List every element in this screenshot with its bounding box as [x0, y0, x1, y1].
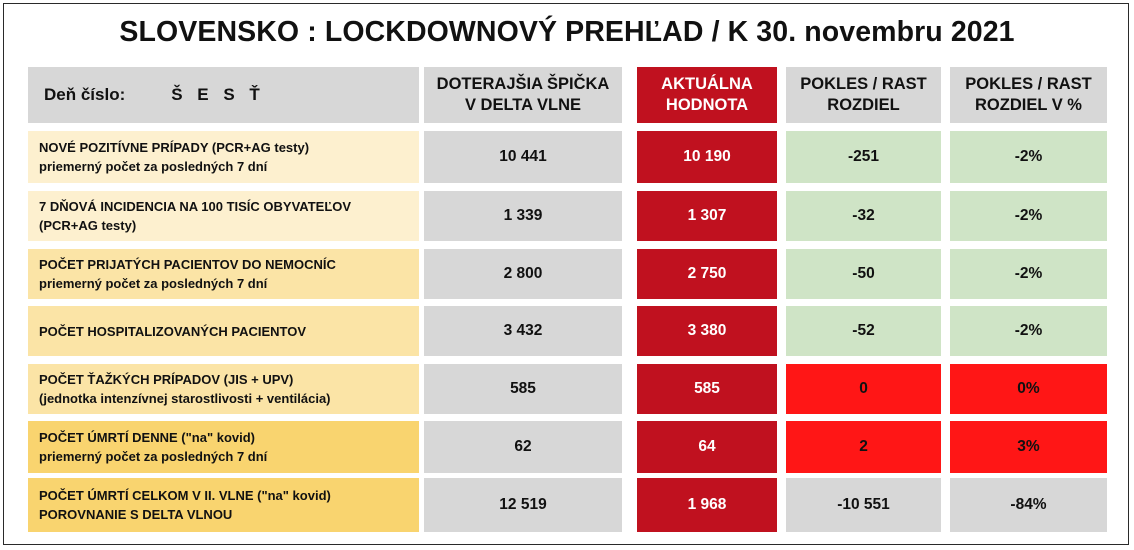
peak-value: 585 — [510, 380, 536, 397]
row-label — [28, 249, 419, 299]
diff-value: -251 — [847, 148, 880, 165]
header-pct-line1: POKLES / RAST — [965, 75, 1092, 93]
current-value-cell — [637, 306, 777, 356]
pct-value: -84% — [1010, 496, 1047, 513]
header-current-line1: AKTUÁLNA — [661, 75, 753, 93]
current-value-cell — [637, 421, 777, 473]
current-value: 1 307 — [687, 207, 727, 224]
row-label-line2: priemerný počet za posledných 7 dní — [39, 276, 268, 291]
pct-value: -2% — [1014, 265, 1043, 282]
current-value: 64 — [698, 438, 716, 455]
diff-value-cell — [786, 249, 941, 299]
peak-value: 62 — [514, 438, 532, 455]
current-value: 585 — [694, 380, 720, 397]
row-label-line2: (jednotka intenzívnej starostlivosti + ventilácia) — [39, 391, 331, 406]
peak-value: 3 432 — [503, 322, 543, 339]
day-number-header — [28, 67, 419, 123]
diff-value: 2 — [859, 438, 868, 455]
pct-value-cell — [950, 478, 1107, 532]
pct-value: 3% — [1017, 438, 1040, 455]
peak-value: 10 441 — [499, 148, 547, 165]
pct-value-cell — [950, 131, 1107, 183]
current-value: 10 190 — [683, 148, 731, 165]
diff-value: -52 — [852, 322, 875, 339]
header-diff-line2: ROZDIEL — [827, 96, 900, 114]
pct-value: -2% — [1014, 322, 1043, 339]
row-label-line2: priemerný počet za posledných 7 dní — [39, 159, 268, 174]
day-label: Deň číslo: — [44, 85, 126, 104]
diff-value-cell — [786, 131, 941, 183]
current-value: 1 968 — [687, 496, 727, 513]
row-label-line1: POČET PRIJATÝCH PACIENTOV DO NEMOCNÍC — [39, 257, 336, 272]
diff-value: -32 — [852, 207, 875, 224]
current-value-cell — [637, 478, 777, 532]
pct-value-cell — [950, 306, 1107, 356]
header-current — [637, 67, 777, 123]
row-label — [28, 131, 419, 183]
diff-value: 0 — [859, 380, 868, 397]
row-label-line1: POČET ÚMRTÍ CELKOM V II. VLNE ("na" kovid) — [39, 488, 331, 503]
diff-value-cell — [786, 191, 941, 241]
peak-value: 2 800 — [503, 265, 543, 282]
current-value-cell — [637, 364, 777, 414]
header-pct-line2: ROZDIEL V % — [975, 96, 1082, 114]
peak-value-cell — [424, 131, 622, 183]
row-label-line1: 7 DŇOVÁ INCIDENCIA NA 100 TISÍC OBYVATEĽOV — [39, 199, 352, 214]
page-title: SLOVENSKO : LOCKDOWNOVÝ PREHĽAD / K 30. novembru 2021 — [119, 16, 1015, 48]
peak-value-cell — [424, 249, 622, 299]
peak-value-cell — [424, 478, 622, 532]
header-peak — [424, 67, 622, 123]
row-label — [28, 478, 419, 532]
peak-value-cell — [424, 421, 622, 473]
diff-value: -10 551 — [837, 496, 890, 513]
current-value-cell — [637, 249, 777, 299]
row-label-line1: POČET HOSPITALIZOVANÝCH PACIENTOV — [39, 323, 307, 339]
current-value-cell — [637, 131, 777, 183]
pct-value: 0% — [1017, 380, 1040, 397]
row-label — [28, 191, 419, 241]
header-current-line2: HODNOTA — [665, 96, 749, 114]
header-diff — [786, 67, 941, 123]
header-diff-line1: POKLES / RAST — [800, 75, 927, 93]
row-label — [28, 306, 419, 356]
pct-value-cell — [950, 191, 1107, 241]
row-label-line2: priemerný počet za posledných 7 dní — [39, 449, 268, 464]
row-label — [28, 421, 419, 473]
pct-value-cell — [950, 364, 1107, 414]
peak-value-cell — [424, 191, 622, 241]
peak-value: 1 339 — [503, 207, 543, 224]
peak-value: 12 519 — [499, 496, 547, 513]
row-label-line1: NOVÉ POZITÍVNE PRÍPADY (PCR+AG testy) — [39, 140, 310, 155]
peak-value-cell — [424, 306, 622, 356]
diff-value-cell — [786, 421, 941, 473]
row-label-line1: POČET ÚMRTÍ DENNE ("na" kovid) — [39, 430, 256, 445]
pct-value-cell — [950, 421, 1107, 473]
row-label-line2: POROVNANIE S DELTA VLNOU — [39, 507, 233, 522]
diff-value: -50 — [852, 265, 875, 282]
pct-value-cell — [950, 249, 1107, 299]
header-peak-line1: DOTERAJŠIA ŠPIČKA — [436, 75, 610, 93]
current-value-cell — [637, 191, 777, 241]
diff-value-cell — [786, 364, 941, 414]
pct-value: -2% — [1014, 148, 1043, 165]
pct-value: -2% — [1014, 207, 1043, 224]
diff-value-cell — [786, 478, 941, 532]
peak-value-cell — [424, 364, 622, 414]
day-value: Š E S Ť — [171, 85, 265, 104]
header-pct — [950, 67, 1107, 123]
diff-value-cell — [786, 306, 941, 356]
row-label-line1: POČET ŤAŽKÝCH PRÍPADOV (JIS + UPV) — [39, 372, 294, 387]
row-label-line2: (PCR+AG testy) — [39, 218, 137, 233]
current-value: 3 380 — [687, 322, 727, 339]
header-peak-line2: V DELTA VLNE — [464, 96, 582, 114]
current-value: 2 750 — [687, 265, 727, 282]
row-label — [28, 364, 419, 414]
